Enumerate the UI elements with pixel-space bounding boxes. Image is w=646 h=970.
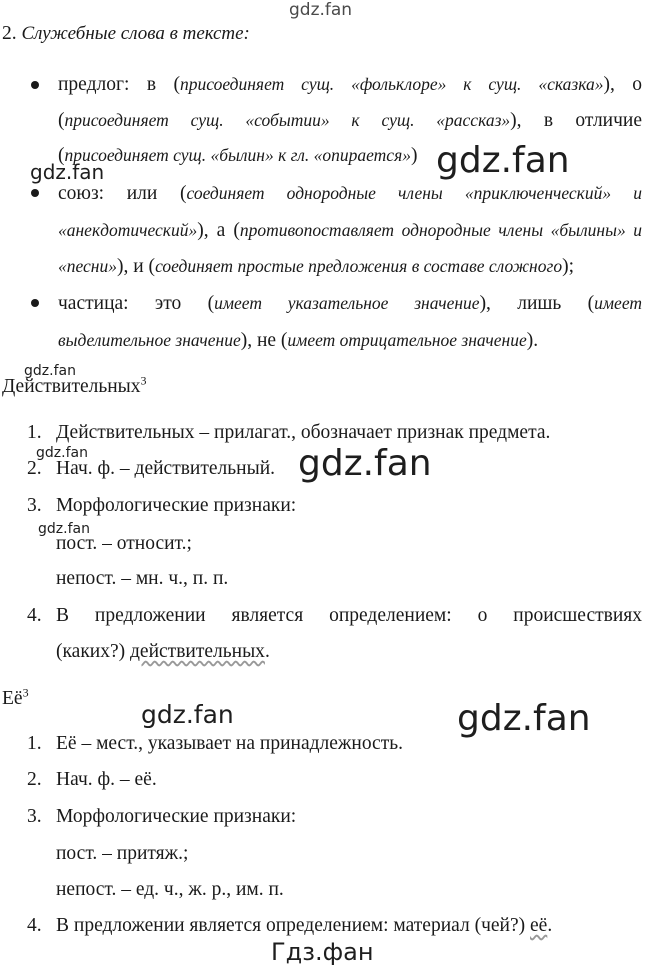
list-number: 3. [27, 806, 42, 827]
bullet-particle-line-1: частица: это (имеет указательное значение), лишь (имеет [58, 293, 643, 314]
list-number: 3. [27, 495, 42, 516]
word-title-1: Действительных$^3$ [2, 373, 147, 397]
list-item: Морфологические признаки: [56, 806, 297, 827]
word-title-2: $Её^3$ [2, 685, 29, 709]
list-number: 4. [27, 605, 42, 626]
watermark-small: gdz.fan [36, 445, 88, 461]
bullet-preposition-line-2: (присоединяет сущ. «событии» к сущ. «рассказ»), в отличие [58, 110, 643, 131]
list-item: Морфологические признаки: [56, 495, 297, 516]
watermark-large: gdz.fan [436, 140, 570, 181]
bullet-particle-line-2: выделительное значение), не (имеет отрицательное значение). [58, 330, 539, 351]
list-number: 2. [27, 458, 42, 479]
watermark-medium: gdz.fan [141, 700, 234, 729]
variable-features: непост. – мн. ч., п. п. [56, 568, 229, 589]
bullet-dot [31, 299, 39, 307]
bullet-preposition-line-3: (присоединяет сущ. «былин» к гл. «опирается») [58, 145, 418, 166]
list-item: Её – мест., указывает на принадлежность. [56, 733, 404, 754]
bullet-preposition-line-1: предлог: в (присоединяет сущ. «фольклоре» к сущ. «сказка»), о [58, 74, 643, 95]
watermark-small: gdz.fan [24, 363, 76, 379]
section-title: Служебные слова в тексте: [21, 23, 250, 44]
list-item: Нач. ф. – её. [56, 769, 157, 790]
constant-features: пост. – относит.; [56, 533, 192, 554]
watermark-small: gdz.fan [30, 160, 105, 184]
watermark-large: gdz.fan [298, 443, 432, 484]
variable-features: непост. – ед. ч., ж. р., им. п. [56, 879, 284, 900]
bullet-conjunction-line-3: «песни»), и (соединяет простые предложения в составе сложного); [58, 256, 574, 277]
list-number: 4. [27, 915, 42, 936]
list-item: Действительных – прилагат., обозначает признак предмета. [56, 422, 551, 443]
watermark-small: gdz.fan [38, 521, 90, 537]
list-number: 1. [27, 422, 42, 443]
list-item: Нач. ф. – действительный. [56, 458, 276, 479]
list-item-continuation: (каких?) действительных. [56, 641, 270, 662]
section-heading [2, 22, 250, 46]
bullet-dot [31, 189, 39, 197]
watermark-large: gdz.fan [457, 698, 591, 739]
watermark-top: gdz.fan [289, 0, 353, 20]
list-item: В предложении является определением: материал (чей?) её. [56, 915, 553, 936]
list-item: В предложении является определением: о происшествиях [56, 605, 642, 626]
bullet-conjunction-line-2: «анекдотический»), а (противопоставляет однородные члены «былины» и [58, 220, 642, 241]
bullet-dot [31, 81, 39, 89]
list-number: 2. [27, 769, 42, 790]
list-number: 1. [27, 733, 42, 754]
watermark-bottom: Гдз.фан [271, 938, 374, 966]
constant-features: пост. – притяж.; [56, 843, 189, 864]
section-number: 2. [2, 23, 17, 44]
bullet-conjunction-line-1: союз: или (соединяет однородные члены «приключенческий» и [58, 183, 642, 204]
